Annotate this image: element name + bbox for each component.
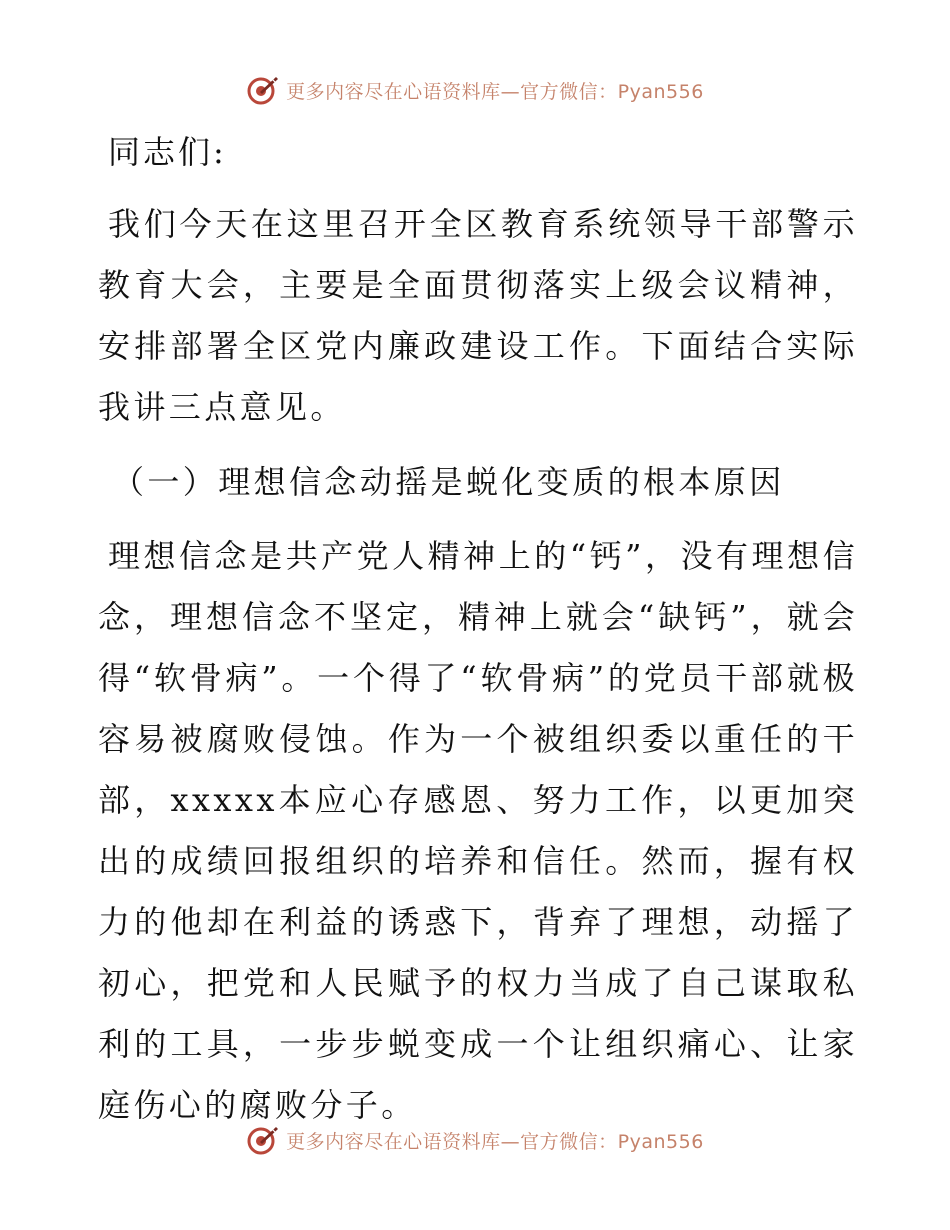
footer-banner bbox=[0, 1120, 950, 1160]
pen-circle-logo-icon bbox=[246, 73, 280, 107]
section-paragraph: 理想信念是共产党人精神上的“钙”，没有理想信念，理想信念不坚定，精神上就会“缺钙”，就会得“软骨病”。一个得了“软骨病”的党员干部就极容易被腐败侵蚀。作为一个被组织委以重任的干部，xxxxx本应心存感恩、努力工作，以更加突出的成绩回报组织的培养和信任。然而，握有权力的他却在利益的诱惑下，背弃了理想，动摇了初心，把党和人民赋予的权力当成了自己谋取私利的工具，一步步蜕变成一个让组织痛心、让家庭伤心的腐败分子。 bbox=[98, 537, 858, 1124]
intro-paragraph: 我们今天在这里召开全区教育系统领导干部警示教育大会，主要是全面贯彻落实上级会议精神，安排部署全区党内廉政建设工作。下面结合实际我讲三点意见。 bbox=[98, 205, 858, 426]
salutation: 同志们: bbox=[108, 133, 227, 171]
pen-circle-logo-icon bbox=[246, 1123, 280, 1157]
document-body bbox=[98, 122, 858, 1150]
header-banner bbox=[0, 70, 950, 110]
header-banner-text: 更多内容尽在心语资料库—官方微信：Pyan556 bbox=[286, 80, 704, 103]
footer-banner-text: 更多内容尽在心语资料库—官方微信：Pyan556 bbox=[286, 1130, 704, 1153]
section-heading: （一）理想信念动摇是蜕化变质的根本原因 bbox=[112, 463, 785, 501]
